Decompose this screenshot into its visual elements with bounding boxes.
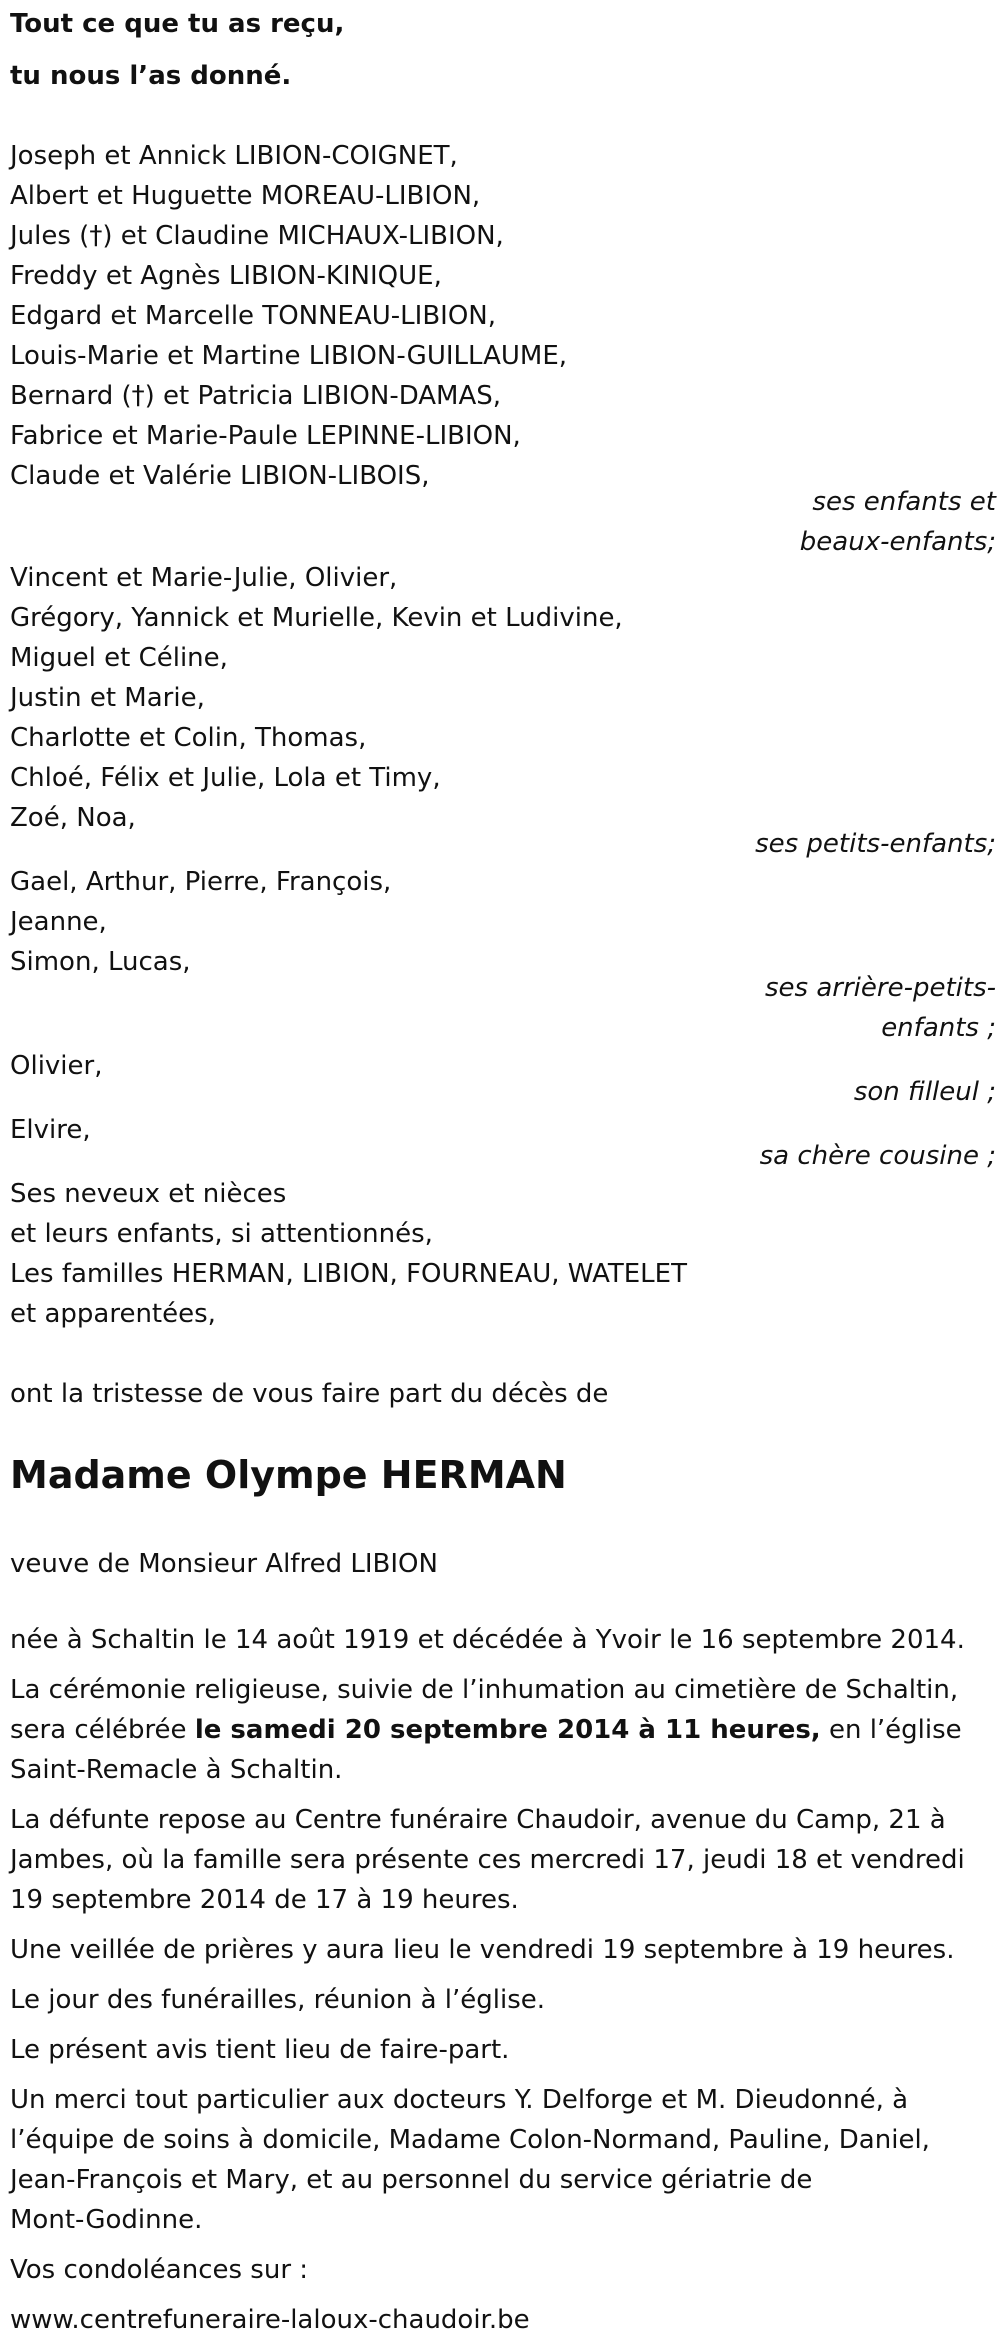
deceased-name: Madame Olympe HERMAN: [10, 1453, 567, 1497]
vigil-text: Une veillée de prières y aura lieu le vendredi 19 septembre à 19 heures.: [10, 1935, 955, 1965]
ceremony-date-time: le samedi 20 septembre 2014 à 11 heures,: [194, 1715, 821, 1745]
grandchild-line: Miguel et Céline,: [10, 643, 228, 673]
child-line: Freddy et Agnès LIBION-KINIQUE,: [10, 261, 442, 291]
grandchild-line: Charlotte et Colin, Thomas,: [10, 723, 367, 753]
quote-line-1: Tout ce que tu as reçu,: [10, 9, 345, 39]
funeral-day-text: Le jour des funérailles, réunion à l’église.: [10, 1985, 546, 2015]
godson-name: Olivier,: [10, 1051, 103, 1081]
rest-line: Jambes, où la famille sera présente ces mercredi 17, jeudi 18 et vendredi: [10, 1845, 965, 1875]
relatives-line: Les familles HERMAN, LIBION, FOURNEAU, WATELET: [10, 1259, 687, 1289]
notice-text: Le présent avis tient lieu de faire-part.: [10, 2035, 510, 2065]
great-grandchildren-role-line-1: ses arrière-petits-: [765, 973, 996, 1003]
great-grandchild-line: Gael, Arthur, Pierre, François,: [10, 867, 392, 897]
child-line: Albert et Huguette MOREAU-LIBION,: [10, 181, 481, 211]
thanks-line: Un merci tout particulier aux docteurs Y. Delforge et M. Dieudonné, à: [10, 2085, 909, 2115]
grandchild-line: Grégory, Yannick et Murielle, Kevin et Ludivine,: [10, 603, 623, 633]
cousin-role: sa chère cousine ;: [759, 1141, 996, 1171]
children-role-line-2: beaux-enfants;: [799, 527, 996, 557]
grandchildren-role: ses petits-enfants;: [755, 829, 996, 859]
condolences-label: Vos condoléances sur :: [10, 2255, 309, 2285]
ceremony-line-3: Saint-Remacle à Schaltin.: [10, 1755, 343, 1785]
grandchild-line: Vincent et Marie-Julie, Olivier,: [10, 563, 398, 593]
child-line: Fabrice et Marie-Paule LEPINNE-LIBION,: [10, 421, 521, 451]
child-line: Edgard et Marcelle TONNEAU-LIBION,: [10, 301, 497, 331]
cousin-name: Elvire,: [10, 1115, 91, 1145]
grandchild-line: Zoé, Noa,: [10, 803, 136, 833]
great-grandchild-line: Jeanne,: [10, 907, 107, 937]
quote-line-2: tu nous l’as donné.: [10, 61, 292, 91]
ceremony-text-a: sera célébrée: [10, 1715, 195, 1745]
child-line: Claude et Valérie LIBION-LIBOIS,: [10, 461, 430, 491]
announcement-text: ont la tristesse de vous faire part du décès de: [10, 1379, 609, 1409]
child-line: Bernard (†) et Patricia LIBION-DAMAS,: [10, 381, 502, 411]
great-grandchildren-role-line-2: enfants ;: [881, 1013, 996, 1043]
child-line: Joseph et Annick LIBION-COIGNET,: [10, 141, 458, 171]
relatives-line: Ses neveux et nièces: [10, 1179, 287, 1209]
thanks-line: l’équipe de soins à domicile, Madame Colon-Normand, Pauline, Daniel,: [10, 2125, 930, 2155]
godson-role: son filleul ;: [853, 1077, 996, 1107]
thanks-line: Jean-François et Mary, et au personnel du service gériatrie de: [10, 2165, 813, 2195]
ceremony-line-1: La cérémonie religieuse, suivie de l’inhumation au cimetière de Schaltin,: [10, 1675, 959, 1705]
child-line: Louis-Marie et Martine LIBION-GUILLAUME,: [10, 341, 568, 371]
relatives-line: et leurs enfants, si attentionnés,: [10, 1219, 433, 1249]
children-role-line-1: ses enfants et: [812, 487, 996, 517]
grandchild-line: Chloé, Félix et Julie, Lola et Timy,: [10, 763, 441, 793]
rest-line: 19 septembre 2014 de 17 à 19 heures.: [10, 1885, 519, 1915]
thanks-line: Mont-Godinne.: [10, 2205, 203, 2235]
relatives-line: et apparentées,: [10, 1299, 216, 1329]
widow-of-text: veuve de Monsieur Alfred LIBION: [10, 1549, 438, 1579]
website-link[interactable]: www.centrefuneraire-laloux-chaudoir.be: [10, 2305, 530, 2335]
child-line: Jules (†) et Claudine MICHAUX-LIBION,: [10, 221, 504, 251]
ceremony-text-b: en l’église: [820, 1715, 962, 1745]
rest-line: La défunte repose au Centre funéraire Chaudoir, avenue du Camp, 21 à: [10, 1805, 946, 1835]
great-grandchild-line: Simon, Lucas,: [10, 947, 191, 977]
grandchild-line: Justin et Marie,: [10, 683, 205, 713]
ceremony-line-2: [10, 1710, 962, 1750]
birth-death-text: née à Schaltin le 14 août 1919 et décédée à Yvoir le 16 septembre 2014.: [10, 1625, 965, 1655]
